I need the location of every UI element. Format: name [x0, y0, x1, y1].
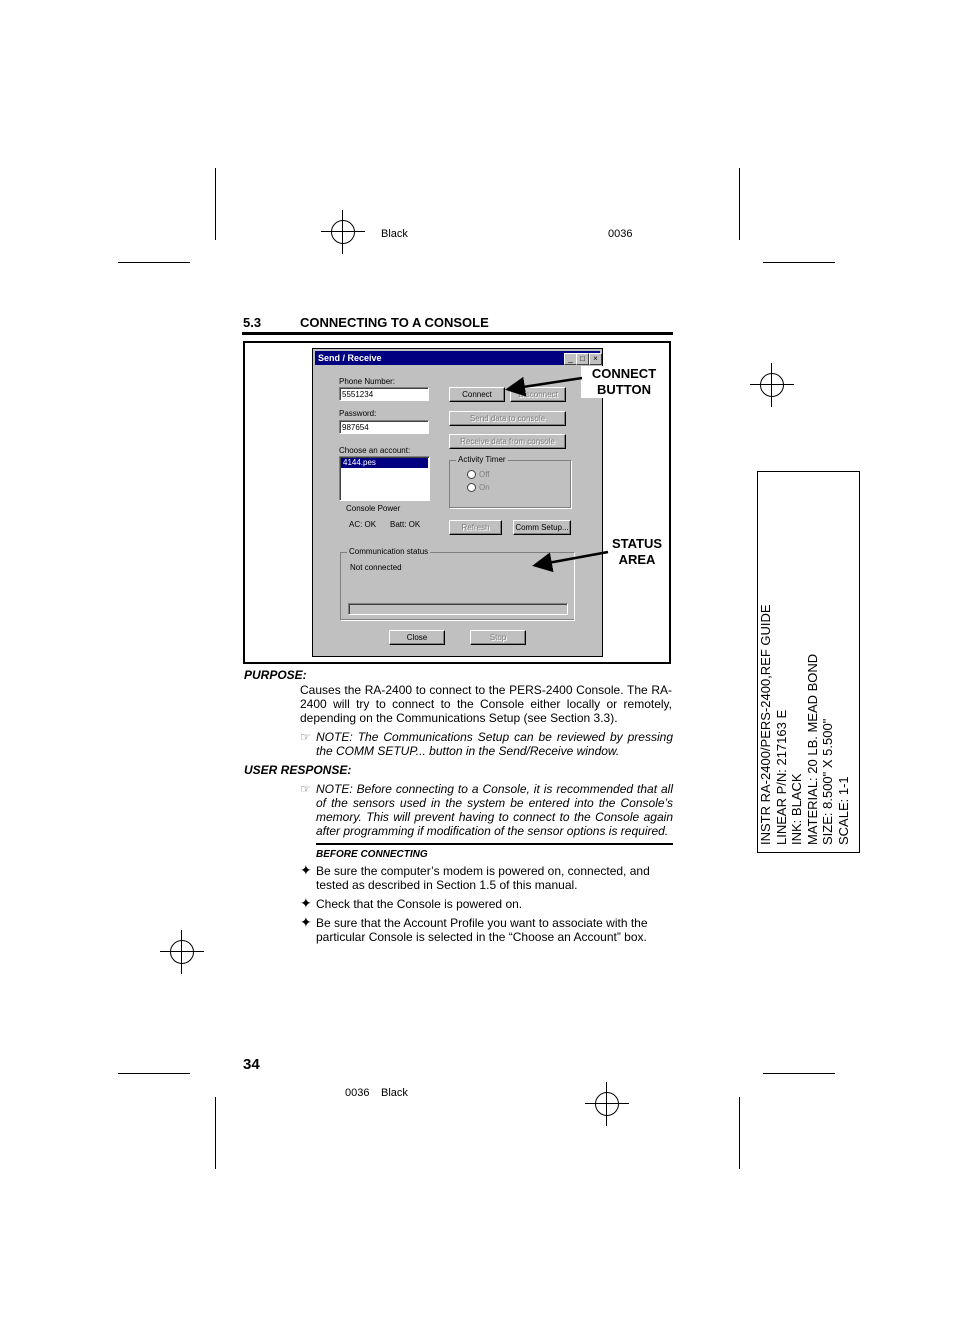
spec-line: SCALE: 1-1: [835, 776, 851, 845]
receive-data-button[interactable]: Receive data from console: [449, 434, 566, 449]
password-field[interactable]: 987654: [339, 420, 429, 434]
spec-line: MATERIAL: 20 LB. MEAD BOND: [804, 653, 820, 845]
bottom-color-label: Black: [381, 1087, 408, 1099]
comm-status-label: Communication status: [349, 547, 429, 556]
bullet-item: Check that the Console is powered on.: [316, 897, 523, 911]
note-hand-icon: ☞: [300, 782, 311, 796]
stop-button[interactable]: Stop: [470, 630, 526, 645]
callout-line: BUTTON: [597, 382, 651, 397]
comm-status-value: Not connected: [350, 563, 402, 572]
comm-setup-button[interactable]: Comm Setup...: [513, 520, 571, 535]
status-arrow: [537, 552, 608, 565]
close-button[interactable]: Close: [389, 630, 445, 645]
battery-status: Batt: OK: [390, 520, 421, 529]
page-number: 34: [243, 1056, 260, 1073]
purpose-note: NOTE: The Communications Setup can be reviewed by pressing the COMM SETUP... button in the Send/Receive window.: [316, 730, 673, 758]
account-label: Choose an account:: [339, 446, 411, 455]
spec-line: INSTR RA-2400/PERS-2400,REF GUIDE: [758, 604, 773, 845]
disconnect-button[interactable]: Disconnect: [510, 387, 566, 402]
maximize-icon[interactable]: □: [576, 353, 589, 365]
spec-label-text: [758, 465, 851, 845]
callout-line: AREA: [618, 552, 656, 567]
refresh-button[interactable]: Refresh: [449, 520, 502, 535]
connect-arrow: [510, 378, 582, 389]
bullet-icon: ✦: [300, 895, 312, 911]
bullet-icon: ✦: [300, 914, 312, 930]
connect-button[interactable]: Connect: [449, 387, 505, 402]
section-number: 5.3: [243, 315, 262, 330]
purpose-body: Causes the RA-2400 to connect to the PERS-2400 Console. The RA-2400 will try to connect to the Console either locally or remotely, depending on the Communications Setup (see Section 3.3).: [300, 683, 672, 725]
purpose-heading: PURPOSE:: [244, 668, 307, 682]
crop-mark: [118, 1073, 190, 1074]
callout-line: CONNECT: [591, 366, 657, 381]
before-connecting-heading: BEFORE CONNECTING: [316, 849, 428, 860]
minimize-icon[interactable]: _: [564, 353, 577, 365]
crop-mark: [763, 1073, 835, 1074]
dialog-title: Send / Receive: [315, 351, 600, 365]
crop-mark: [215, 1097, 216, 1169]
user-response-note: NOTE: Before connecting to a Console, it is recommended that all of the sensors used in the system be entered into the Console’s memory. This will prevent having to connect to the Console again after programming if modification of the sensor options is required.: [316, 782, 673, 838]
bullet-icon: ✦: [300, 862, 312, 878]
top-color-label: Black: [381, 228, 408, 240]
on-label: On: [479, 483, 490, 492]
account-item-selected[interactable]: 4144.pes: [341, 458, 428, 468]
password-label: Password:: [339, 409, 377, 418]
close-icon[interactable]: ×: [589, 353, 602, 365]
subsection-rule: [316, 843, 673, 845]
callout-line: STATUS: [611, 536, 663, 551]
user-response-heading: USER RESPONSE:: [244, 763, 352, 777]
spec-line: SIZE: 8.500" X 5.500": [820, 718, 835, 845]
console-power-label: Console Power: [346, 504, 401, 513]
send-data-button[interactable]: Send data to console: [449, 411, 566, 426]
registration-mark-icon: [585, 1082, 629, 1126]
bullet-item: Be sure the computer’s modem is powered on, connected, and tested as described in Section 1.5 of this manual.: [316, 864, 650, 892]
top-job-number: 0036: [608, 228, 633, 240]
activity-timer-label: Activity Timer: [458, 455, 506, 464]
off-label: Off: [479, 470, 490, 479]
bottom-job-number: 0036: [345, 1087, 370, 1099]
phone-label: Phone Number:: [339, 377, 396, 386]
crop-mark: [739, 1097, 740, 1169]
ac-status: AC: OK: [349, 520, 377, 529]
section-title: CONNECTING TO A CONSOLE: [300, 315, 489, 330]
bullet-item: Be sure that the Account Profile you want to associate with the particular Console is selected in the “Choose an Account” box.: [316, 916, 648, 944]
registration-mark-icon: [160, 930, 204, 974]
phone-field[interactable]: 5551234: [339, 387, 429, 401]
spec-line: LINEAR P/N: 217163 E: [773, 709, 789, 845]
note-hand-icon: ☞: [300, 730, 311, 744]
spec-line: INK: BLACK: [789, 773, 804, 845]
